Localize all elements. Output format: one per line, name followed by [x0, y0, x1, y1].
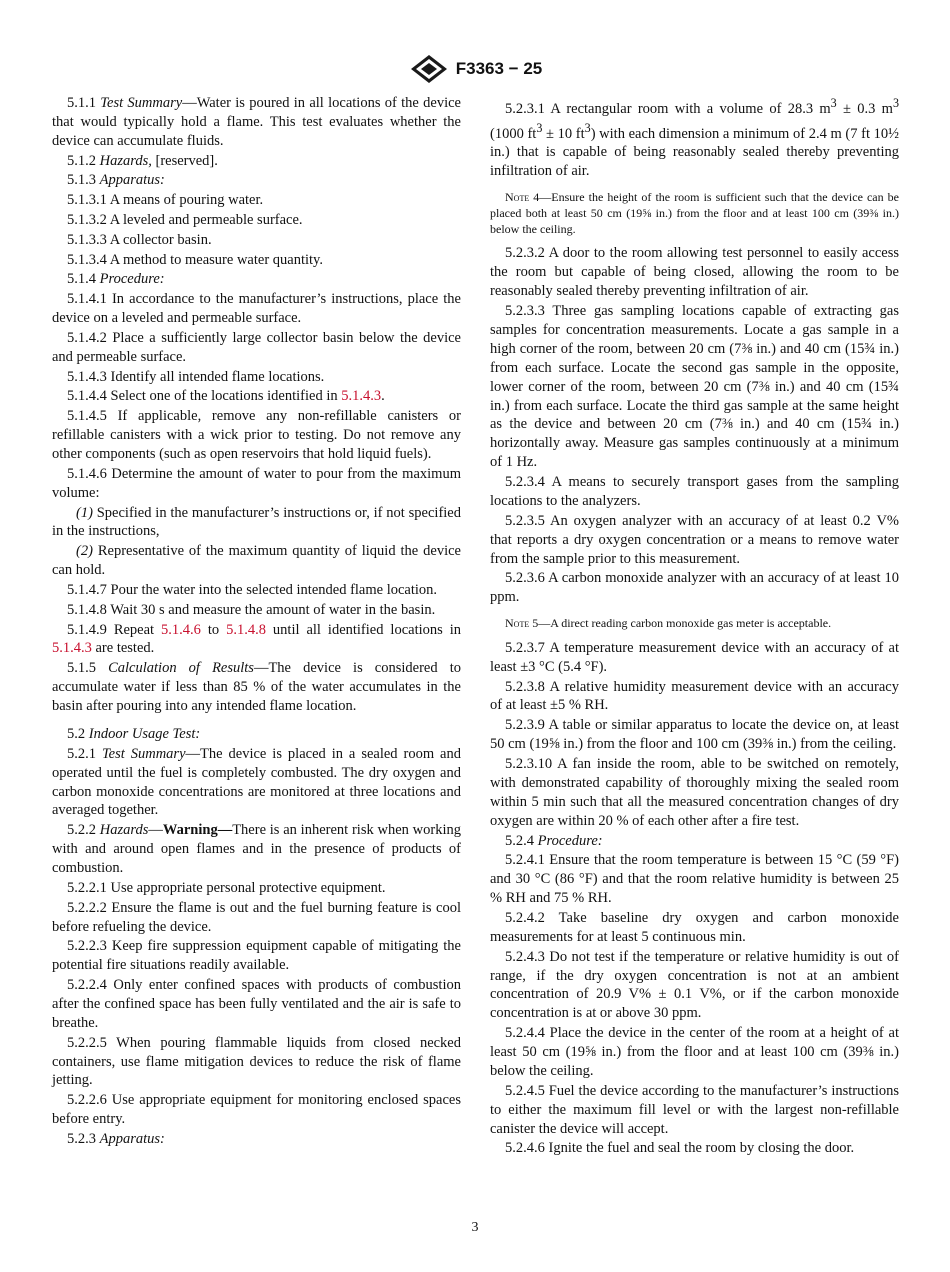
- paragraph: 5.1.3.2 A leveled and permeable surface.: [67, 212, 303, 228]
- paragraph: 5.2.4 Procedure:: [505, 832, 603, 849]
- paragraph: 5.1.4.1 In accordance to the manufacturer’s instructions, place the device on a leveled and permeable surface.: [52, 291, 461, 327]
- paragraph: 5.1.3 Apparatus:: [67, 172, 165, 189]
- paragraph: 5.2.3.5 An oxygen analyzer with an accuracy of at least 0.2 V% that reports a dry oxygen concentration or a means to remove water from the sample prior to this measurement.: [490, 512, 899, 567]
- paragraph: (1) Specified in the manufacturer’s instructions or, if not specified in the instructions,: [52, 504, 461, 540]
- paragraph: 5.2.3.10 A fan inside the room, able to be switched on remotely, with demonstrated capability of thoroughly mixing the sealed room within 5 min such that all the measured concentration changes of dry oxygen are within 20 % of each other after a fire test.: [490, 755, 899, 829]
- section-link[interactable]: 5.1.4.3: [341, 388, 382, 405]
- paragraph: 5.1.4.6 Determine the amount of water to pour from the maximum volume:: [52, 465, 461, 501]
- left-column: [52, 94, 461, 1150]
- paragraph: 5.1.3.3 A collector basin.: [67, 231, 212, 248]
- paragraph: 5.2.3.4 A means to securely transport gases from the sampling locations to the analyzers.: [490, 474, 899, 509]
- right-column: [490, 94, 899, 1159]
- paragraph: 5.2.4.5 Fuel the device according to the manufacturer’s instructions to either the maximum fill level or with the largest non-refillable canister the device will accept.: [490, 1082, 899, 1137]
- page-number: 3: [471, 1220, 479, 1235]
- paragraph: 5.2.2.6 Use appropriate equipment for monitoring enclosed spaces before entry.: [52, 1092, 461, 1128]
- paragraph: 5.2.3.6 A carbon monoxide analyzer with an accuracy of at least 10 ppm.: [490, 570, 899, 606]
- paragraph: 5.2.4.6 Ignite the fuel and seal the room by closing the door.: [505, 1140, 855, 1157]
- standard-designation: F3363 − 25: [455, 59, 543, 78]
- paragraph: 5.1.4.9 Repeat 5.1.4.6 to 5.1.4.8 until all identified locations in 5.1.4.3 are tested.: [52, 621, 462, 657]
- paragraph: (2) Representative of the maximum quantity of liquid the device can hold.: [52, 543, 461, 579]
- section-heading: 5.2 Indoor Usage Test:: [67, 725, 201, 742]
- paragraph: 5.1.3.4 A method to measure water quantity.: [67, 251, 323, 268]
- astm-logo-icon: [408, 54, 450, 84]
- paragraph: 5.2.3.1 A rectangular room with a volume of 28.3 $m^3 \pm 0.3$ $m^3$ (1000 $ft^3 \pm 10$ $ft^3$) with each dimension a minimum of 2.4 m (7 ft 10½ in.) that is capable of being reasonably sealed thereby preventing infiltration of air.: [490, 96, 900, 180]
- section-link[interactable]: 5.1.4.3: [52, 640, 92, 657]
- paragraph: 5.2.2.3 Keep fire suppression equipment capable of mitigating the potential fire situations readily available.: [52, 938, 461, 974]
- paragraph: 5.2.4.2 Take baseline dry oxygen and carbon monoxide measurements for at least 5 continuous min.: [490, 909, 899, 945]
- paragraph: 5.2.3.7 A temperature measurement device with an accuracy of at least ±3 °C (5.4 °F).: [490, 639, 899, 675]
- paragraph: 5.1.3.1 A means of pouring water.: [67, 192, 264, 209]
- page-header: [0, 54, 950, 84]
- paragraph: 5.1.4.8 Wait 30 s and measure the amount of water in the basin.: [67, 601, 436, 618]
- paragraph: 5.1.4.5 If applicable, remove any non-refillable canisters or refillable canisters with a wick prior to testing. Do not remove any other components (such as open reservoirs that hold liquid fuels).: [52, 408, 461, 462]
- paragraph: 5.2.3.9 A table or similar apparatus to locate the device on, at least 50 cm (19⅝ in.) from the floor and 100 cm (39⅜ in.) from the ceiling.: [490, 717, 899, 753]
- paragraph: 5.1.4.2 Place a sufficiently large collector basin below the device and permeable surface.: [52, 329, 461, 365]
- note: Note 5—A direct reading carbon monoxide gas meter is acceptable.: [505, 616, 832, 631]
- section-link[interactable]: 5.1.4.6: [161, 621, 201, 638]
- paragraph: 5.2.2.2 Ensure the flame is out and the fuel burning feature is cool before refueling the device.: [52, 899, 461, 935]
- paragraph: 5.2.3 Apparatus:: [67, 1130, 165, 1147]
- paragraph: 5.2.4.3 Do not test if the temperature or relative humidity is out of range, if the dry oxygen concentration is not at an ambient concentration of 20.9 V% ± 0.1 V%, or if the carbon monoxide concentration is at or above 30 ppm.: [490, 948, 899, 1022]
- note: Note 4—Ensure the height of the room is sufficient such that the device can be placed both at least 50 cm (19⅝ in.) from the floor and at least 100 cm (39⅜ in.) below the ceiling.: [490, 190, 899, 236]
- paragraph: 5.2.3.3 Three gas sampling locations capable of extracting gas samples for concentration measurements. Locate a gas sample in a high corner of the room, between 20 cm (7⅜ in.) and 40 cm (15¾ in.) from each surface. Locate the second gas sample in the opposite, lower corner of the room, between 20 cm (7⅜ in.) and 40 cm (15¾ in.) from each surface. Locate the third gas sample at the same height as the device and between 20 cm (7⅜ in.) and 40 cm (15¾ in.) horizontally away. Measure gas samples continuously at a minimum of 1 Hz.: [490, 303, 899, 471]
- paragraph: 5.1.4.7 Pour the water into the selected intended flame location.: [67, 581, 438, 598]
- paragraph: 5.2.2 Hazards—Warning—There is an inherent risk when working with and around open flames and in the presence of products of combustion.: [52, 822, 461, 877]
- paragraph: 5.1.4 Procedure:: [67, 271, 165, 288]
- paragraph: 5.1.4.3 Identify all intended flame locations.: [67, 368, 325, 385]
- paragraph: 5.2.3.8 A relative humidity measurement device with an accuracy of at least ±5 % RH.: [490, 678, 899, 714]
- paragraph: 5.2.4.1 Ensure that the room temperature is between 15 °C (59 °F) and 30 °C (86 °F) and that the room relative humidity is between 25 % RH and 75 % RH.: [490, 852, 899, 907]
- paragraph: 5.1.1 Test Summary—Water is poured in all locations of the device that would typically hold a flame. This test evaluates whether the device can accumulate fluids.: [52, 95, 461, 149]
- paragraph: 5.1.4.4 Select one of the locations identified in 5.1.4.3.: [67, 388, 385, 405]
- paragraph: 5.2.2.5 When pouring flammable liquids from closed necked containers, use flame mitigation devices to reduce the risk of flame jetting.: [52, 1034, 461, 1089]
- paragraph: 5.2.1 Test Summary—The device is placed in a sealed room and operated until the fuel is completely combusted. The dry oxygen and carbon monoxide concentrations are monitored at three locations and averaged together.: [52, 745, 461, 819]
- paragraph: 5.2.4.4 Place the device in the center of the room at a height of at least 50 cm (19⅝ in.) from the floor and at least 100 cm (39⅜ in.) below the ceiling.: [490, 1025, 899, 1079]
- paragraph: 5.2.3.2 A door to the room allowing test personnel to easily access the room but capable of being closed, allowing the room to be reasonably sealed thereby preventing infiltration of air.: [490, 245, 899, 300]
- paragraph: 5.2.2.1 Use appropriate personal protective equipment.: [67, 879, 386, 896]
- section-link[interactable]: 5.1.4.8: [226, 621, 266, 638]
- paragraph: 5.1.2 Hazards, [reserved].: [67, 152, 218, 169]
- paragraph: 5.1.5 Calculation of Results—The device is considered to accumulate water if less than 85 % of the water accumulates in the basin after pouring into any intended flame location.: [52, 660, 462, 715]
- paragraph: 5.2.2.4 Only enter confined spaces with products of combustion after the confined space has been fully ventilated and the air is safe to breathe.: [52, 977, 461, 1031]
